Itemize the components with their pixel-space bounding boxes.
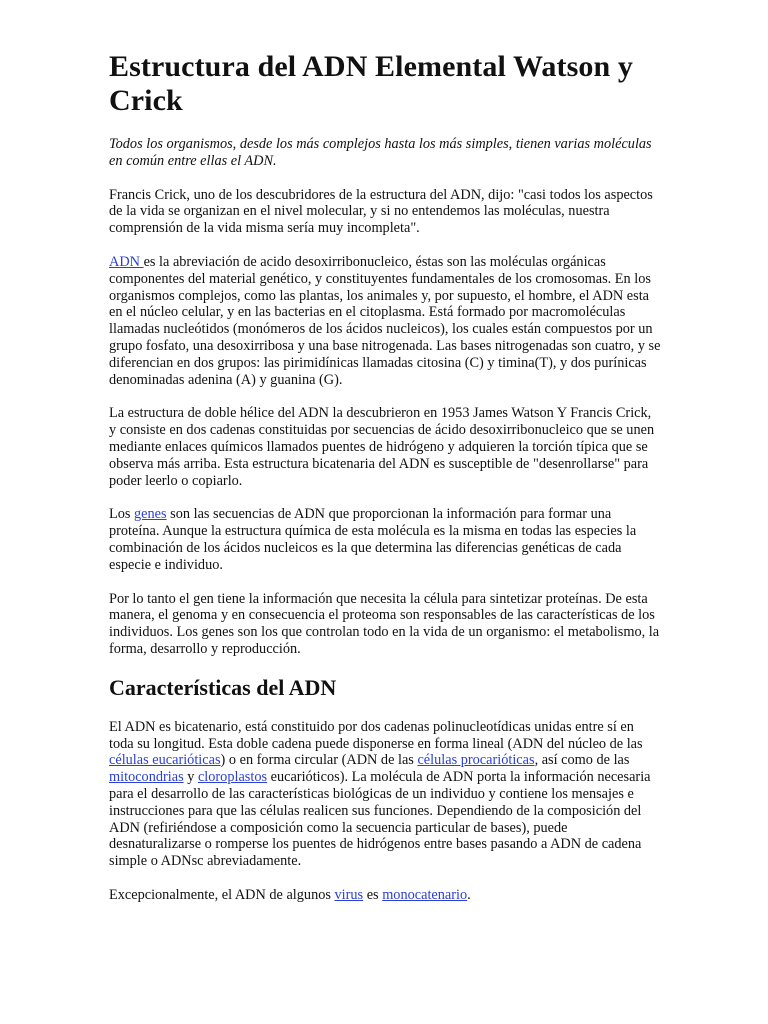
prokaryotic-cells-link[interactable]: células procarióticas <box>417 752 535 769</box>
virus-text-1: Excepcionalmente, el ADN de algunos <box>109 886 335 903</box>
bicat-text-4: y <box>183 769 198 786</box>
genes-link[interactable]: genes <box>134 506 167 523</box>
single-stranded-link[interactable]: monocatenario <box>382 886 468 903</box>
adn-link[interactable]: ADN <box>109 253 144 270</box>
structure-paragraph: La estructura de doble hélice del ADN la descubrieron en 1953 James Watson Y Francis Crick, y consiste en dos cadenas constituidas por secuencias de ácido desoxirribonucleico que se unen mediante enlaces químicos llamados puentes de hidrógeno y adquieren la torción típica que se observa más arriba. Esta estructura bicatenaria del ADN es susceptible de "desenrollarse" para poder leerlo o copiarlo. <box>109 405 655 489</box>
document-page <box>109 50 661 921</box>
mitochondria-link[interactable]: mitocondrias <box>109 769 184 786</box>
bicat-text-3: , así como de las <box>534 752 630 769</box>
intro-paragraph: Todos los organismos, desde los más complejos hasta los más simples, tienen varias moléculas en común entre ellas el ADN. <box>109 136 652 169</box>
quote-paragraph: Francis Crick, uno de los descubridores de la estructura del ADN, dijo: "casi todos los aspectos de la vida se organizan en el nivel molecular, y si no entendemos las moléculas, nuestra comprensión de la vida misma sería muy incompleta". <box>109 186 653 237</box>
eukaryotic-cells-link[interactable]: células eucarióticas <box>109 752 221 769</box>
bicat-text-1: El ADN es bicatenario, está constituido por dos cadenas polinucleotídicas unidas entre sí en toda su longitud. Esta doble cadena puede disponerse en forma lineal (ADN del núcleo de las <box>109 718 643 752</box>
chloroplasts-link[interactable]: cloroplastos <box>197 769 268 786</box>
bicat-text-5: eucarióticos). La molécula de ADN porta la información necesaria para el desarrollo de las características biológicas de un individuo y contiene los mensajes e instrucciones para que las células realicen sus funciones. Dependiendo de la composición del ADN (refiriéndose a composición como la secuencia particular de bases), puede desnaturalizarse o romperse los puentes de hidrógenos entre bases pasando a ADN de cadena simple o ADNsc abreviadamente. <box>109 769 651 870</box>
genes-text-after: son las secuencias de ADN que proporcionan la información para formar una proteína. Aunque la estructura química de esta molécula es la misma en todas las especies la combinación de los ácidos nucleicos es la que determina las diferencias genéticas de cada especie e individuo. <box>109 506 637 573</box>
adn-definition-text: es la abreviación de acido desoxirribonucleico, éstas son las moléculas orgánicas componentes del material genético, y constituyentes fundamentales de los cromosomas. En los organismos complejos, como las plantas, los animales y, por supuesto, el hombre, el ADN esta en el núcleo celular, y en las bacterias en el citoplasma. Está formado por macromoléculas llamadas nucleótidos (monómeros de los ácidos nucleicos), los cuales están compuestos por un grupo fosfato, una desoxirribosa y una base nitrogenada. Las bases nitrogenadas son cuatro, y se diferencian en dos grupos: las pirimidínicas llamadas citosina (C) y timina(T), y dos purínicas denominadas adenina (A) y guanina (G). <box>109 253 661 388</box>
bicat-text-2: ) o en forma circular (ADN de las <box>220 752 418 769</box>
page-title: Estructura del ADN Elemental Watson y Crick <box>109 50 633 117</box>
adn-definition-paragraph <box>109 254 661 388</box>
virus-text-2: es <box>363 886 383 903</box>
virus-paragraph <box>109 887 661 904</box>
genes-text-before: Los <box>109 506 135 523</box>
genes-paragraph <box>109 506 661 573</box>
virus-link[interactable]: virus <box>334 886 364 903</box>
section-heading: Características del ADN <box>109 674 337 700</box>
virus-text-3: . <box>467 886 471 903</box>
bicatenario-paragraph <box>109 719 661 870</box>
gen-paragraph: Por lo tanto el gen tiene la información que necesita la célula para sintetizar proteínas. De esta manera, el genoma y en consecuencia el proteoma son responsables de las características de los individuos. Los genes son los que controlan todo en la vida de un organismo: el metabolismo, la forma, desarrollo y reproducción. <box>109 590 660 657</box>
